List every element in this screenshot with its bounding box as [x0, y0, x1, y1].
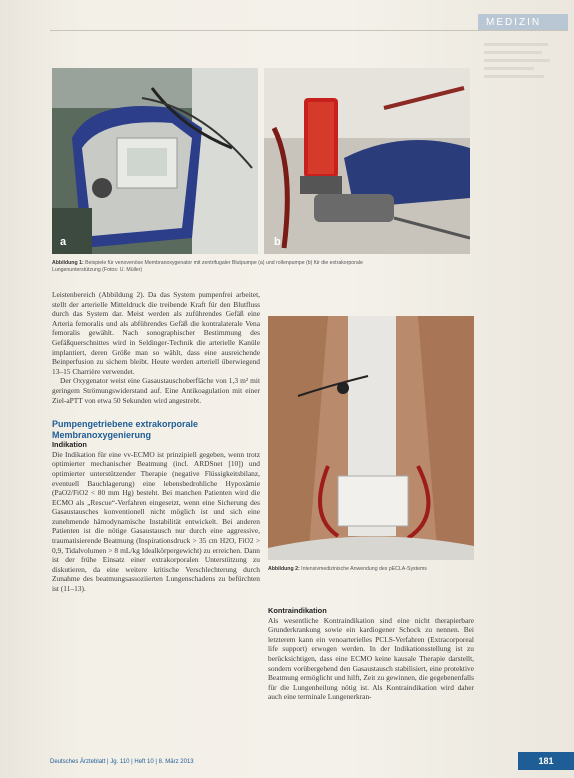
body-paragraph-right: Als wesentliche Kontraindikation sind eine nicht therapierbare Grunderkrankung sowie ein kardiogener Schock zu nennen. Bei letzterem kann ein venoarterielles PCLS-Verfahren (Extracorporeal life support) erwogen werden. In der Indikationsstellung ist zu berücksichtigen, dass eine ECMO keine kausale Therapie darstellt, sondern vorübergehend den Gasaustausch stabilisiert, eine protektive Beatmung ermöglicht und hilft, Zeit zu gewinnen, die gegebenenfalls für die Lungenheilung nötig ist. Als Kontraindikation wird daher auch eine terminale Lungenerkran-: [268, 615, 474, 702]
figure-2-photo: [268, 316, 474, 560]
figure-1-caption-text: Beispiele für venovenöse Membranoxygenator mit zentrifugaler Blutpumpe (a) und rollenpumpe (b) für die extrakorporale Lungenunterstützung (Fotos: U. Müller): [52, 260, 363, 273]
rollerpump-image: [264, 68, 470, 254]
figure-2-caption: [268, 566, 474, 573]
section-heading-line-1: Pumpengetriebene extrakorporale: [52, 419, 199, 430]
figure-2-caption-text: Intensivmedizinische Anwendung des pECLA-Systems: [301, 566, 427, 572]
subhead-kontraindikation: Kontraindikation: [268, 606, 327, 615]
body-paragraph-1: Leistenbereich (Abbildung 2). Da das System pumpenfrei arbeitet, stellt der arterielle Mitteldruck die treibende Kraft für den Blutfluss durch das System dar. Meist werden als zuführendes Gefäß eine Arteria femoralis und als abführendes Gefäß die kontralaterale Vena femoralis gewählt. Nach sonographischer Bestimmung des Gefäßquerschnittes wird in Seldinger-Technik die arterielle Kanüle implantiert, deren Größe man so wählt, dass eine ausreichende Beinperfusion zu sichern bleibt. Heute werden arteriell überwiegend 13–15 Charrière verwendet.: [52, 290, 260, 376]
figure-1-caption: [52, 260, 372, 274]
header-rule: [50, 30, 568, 31]
pecla-leg-image: [268, 316, 474, 560]
faint-sidebar-text: [484, 38, 554, 83]
section-tab: [478, 14, 568, 30]
figure-2-caption-prefix: Abbildung 2:: [268, 566, 300, 572]
left-column: [52, 290, 260, 594]
page-number: 181: [518, 752, 574, 770]
subhead-indikation: Indikation: [52, 440, 87, 450]
figure-label-a: a: [60, 236, 67, 248]
figure-1b-photo: [264, 68, 470, 254]
section-heading-line-2: Membranoxygenierung: [52, 429, 152, 440]
figure-1a-photo: [52, 68, 258, 254]
right-column: [268, 606, 474, 702]
figure-1-caption-prefix: Abbildung 1:: [52, 260, 84, 266]
journal-footer: Deutsches Ärzteblatt | Jg. 110 | Heft 10 | 8. März 2013: [50, 759, 194, 765]
ecmo-device-image: [52, 68, 258, 254]
figure-label-b: b: [274, 236, 281, 248]
body-paragraph-2: Der Oxygenator weist eine Gasaustauschoberfläche von 1,3 m² mit geringem Strömungswiderstand auf. Eine Antikoagulation mit einer Ziel-aPTT von etwa 50 Sekunden wird angestrebt.: [52, 376, 260, 405]
section-label: MEDIZIN: [486, 16, 542, 28]
body-paragraph-3: Die Indikation für eine vv-ECMO ist prinzipiell gegeben, wenn trotz optimierter mechanischer Beatmung (incl. ARDSnet [10]) und optimierter unterstützender Therapie (negative Flüssigkeitsbilanz, eventuell Bauchlagerung) eine lebensbedrohliche Hypoxämie (PaO2/FiO2 < 80 mm Hg) besteht. Bei manchen Patienten wird die ECMO als „Rescue“-Verfahren eingesetzt, wenn eine Sicherung des Gasaustausches konventionell nicht möglich ist und sich eine zunehmende hämodynamische Instabilität entwickelt. Bei anderen Patienten ist die nötige Gasaustausch nur durch eine aggressive, traumatisierende Beatmung (Inspirationsdruck > 35 cm H2O, FiO2 > 0,9, Tidalvolumen > 8 mL/kg Idealkörpergewicht) zu erreichen. Dann ist der frühe Einsatz einer extrakorporalen Unterstützung zu diskutieren, da eine weitere kritische Verschlechterung durch Zunahme des beatmungsassoziierten Lungenschadens zu befürchten ist (11–13).: [52, 449, 260, 594]
